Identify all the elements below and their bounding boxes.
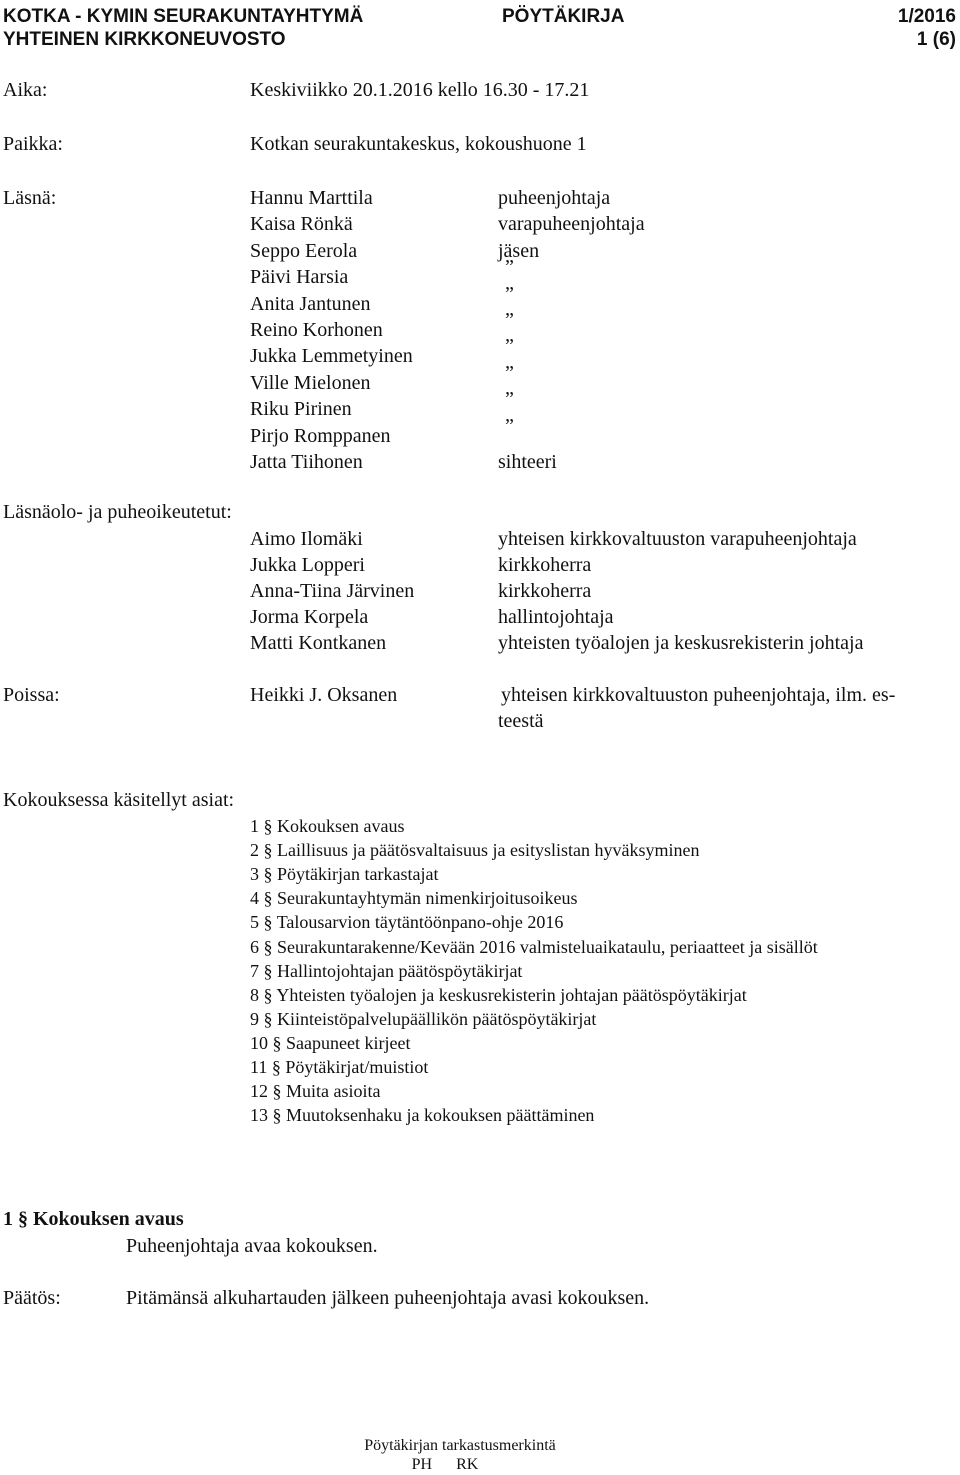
- agenda-item: [0, 983, 960, 1007]
- entitled-member-row: [0, 552, 960, 578]
- member-name: Jukka Lemmetyinen: [250, 345, 413, 368]
- place-value: Kotkan seurakuntakeskus, kokoushuone 1: [250, 133, 587, 155]
- present-member-row: [0, 449, 960, 475]
- agenda-item-number: 9: [250, 1008, 259, 1029]
- agenda-item-text: Laillisuus ja päätösvaltaisuus ja esityslistan hyväksyminen: [277, 840, 700, 861]
- entitled-member-row: [0, 578, 960, 604]
- agenda-item-number: 12: [250, 1081, 268, 1102]
- section-body: Puheenjohtaja avaa kokouksen.: [126, 1235, 378, 1257]
- doc-type: PÖYTÄKIRJA: [502, 6, 625, 27]
- agenda-item-text: Hallintojohtajan päätöspöytäkirjat: [277, 960, 523, 981]
- member-name: Pirjo Romppanen: [250, 424, 391, 447]
- section-sign-icon: §: [268, 1081, 286, 1102]
- org-name: KOTKA - KYMIN SEURAKUNTAYHTYMÄ: [3, 6, 364, 27]
- member-role: varapuheenjohtaja: [498, 213, 645, 236]
- agenda-label: Kokouksessa käsitellyt asiat:: [3, 789, 235, 811]
- agenda-item-line: [250, 1103, 594, 1127]
- section-sign-icon: §: [259, 960, 277, 981]
- member-role: kirkkoherra: [498, 554, 592, 576]
- present-member-row: [0, 282, 960, 317]
- agenda-item: [0, 814, 960, 838]
- doc-number: 1/2016: [897, 6, 956, 27]
- member-role: ”: [505, 361, 514, 384]
- agenda-item-number: 10: [250, 1032, 268, 1053]
- member-role: kirkkoherra: [498, 580, 592, 602]
- member-role: ”: [505, 256, 514, 279]
- member-role: jäsen: [498, 239, 540, 262]
- agenda-item-text: Kiinteistöpalvelupäällikön päätöspöytäkirjat: [277, 1008, 597, 1029]
- agenda-item-line: [250, 910, 563, 934]
- member-name: Reino Korhonen: [250, 319, 383, 341]
- section-sign-icon: §: [259, 864, 277, 885]
- absent-label: Poissa:: [3, 684, 60, 706]
- section-sign-icon: §: [259, 984, 277, 1005]
- agenda-item: [0, 959, 960, 983]
- present-member-row: [0, 414, 960, 449]
- member-name: Matti Kontkanen: [250, 632, 387, 654]
- section-sign-icon: §: [259, 816, 277, 836]
- agenda-item: [0, 1103, 960, 1127]
- member-name: Kaisa Rönkä: [250, 213, 353, 236]
- present-member-row: [0, 309, 960, 343]
- member-name: Jukka Lopperi: [250, 554, 365, 576]
- agenda-item-line: [250, 886, 577, 910]
- member-name: Jatta Tiihonen: [250, 451, 363, 473]
- member-name: Seppo Eerola: [250, 239, 358, 262]
- member-name: Ville Mielonen: [250, 371, 371, 394]
- agenda-item-number: 11: [250, 1057, 268, 1077]
- member-role: hallintojohtaja: [498, 606, 614, 628]
- section-sign-icon: §: [259, 888, 277, 909]
- agenda-item: [0, 862, 960, 886]
- agenda-item-text: Talousarvion täytäntöönpano-ohje 2016: [276, 912, 564, 933]
- present-member-row: [0, 361, 960, 396]
- entitled-member-row: [0, 526, 960, 552]
- decision-text: Pitämänsä alkuhartauden jälkeen puheenjohtaja avasi kokouksen.: [126, 1287, 650, 1309]
- agenda-item-line: [250, 862, 438, 886]
- footer-initials: PH RK: [411, 1456, 479, 1473]
- agenda-item-text: Pöytäkirjat/muistiot: [285, 1057, 429, 1077]
- agenda-item-number: 5: [250, 912, 259, 933]
- agenda-item-line: [250, 838, 699, 862]
- member-role: ”: [505, 335, 514, 358]
- agenda-item: [0, 1055, 960, 1079]
- present-member-row: [0, 256, 960, 290]
- agenda-item-number: 13: [250, 1105, 268, 1126]
- section-sign-icon: §: [259, 912, 277, 933]
- member-name: Anna-Tiina Järvinen: [250, 580, 415, 602]
- board-name: YHTEINEN KIRKKONEUVOSTO: [3, 29, 286, 50]
- agenda-item-text: Seurakuntayhtymän nimenkirjoitusoikeus: [277, 888, 578, 909]
- absent-name: Heikki J. Oksanen: [250, 684, 398, 706]
- section-heading: 1 § Kokouksen avaus: [3, 1208, 184, 1230]
- agenda-item-line: [250, 1007, 596, 1031]
- decision-label: Päätös:: [3, 1287, 61, 1309]
- agenda-item-text: Kokouksen avaus: [277, 816, 405, 836]
- present-member-row: [0, 211, 960, 237]
- entitled-member-row: [0, 630, 960, 656]
- entitled-member-row: [0, 604, 960, 630]
- present-member-row: [0, 388, 960, 422]
- member-name: Anita Jantunen: [250, 292, 371, 315]
- agenda-item-text: Saapuneet kirjeet: [286, 1032, 411, 1053]
- footer-label: Pöytäkirjan tarkastusmerkintä: [364, 1437, 556, 1454]
- agenda-item-text: Pöytäkirjan tarkastajat: [277, 864, 439, 885]
- member-name: Jorma Korpela: [250, 606, 369, 628]
- agenda-item: [0, 935, 960, 959]
- present-label: Läsnä:: [3, 187, 57, 209]
- agenda-item: [0, 1079, 960, 1103]
- member-role: sihteeri: [498, 451, 557, 473]
- place-label: Paikka:: [3, 133, 63, 155]
- agenda-item-number: 3: [250, 864, 259, 885]
- agenda-item-text: Yhteisten työalojen ja keskusrekisterin johtajan päätöspöytäkirjat: [276, 984, 747, 1005]
- absent-role-continued: teestä: [498, 710, 544, 732]
- member-role: puheenjohtaja: [498, 187, 611, 209]
- section-sign-icon: §: [268, 1105, 286, 1126]
- agenda-item-line: [250, 983, 747, 1007]
- member-name: Riku Pirinen: [250, 398, 352, 421]
- agenda-item-text: Muutoksenhaku ja kokouksen päättäminen: [286, 1105, 595, 1126]
- member-name: Aimo Ilomäki: [250, 528, 363, 550]
- member-name: Päivi Harsia: [250, 266, 349, 289]
- entitled-label: Läsnäolo- ja puheoikeutetut:: [3, 501, 232, 523]
- present-member-row: [0, 185, 960, 211]
- member-name: Hannu Marttila: [250, 187, 373, 209]
- agenda-item: [0, 886, 960, 910]
- section-sign-icon: §: [259, 1008, 277, 1029]
- agenda-item-number: 6: [250, 936, 259, 957]
- agenda-item: [0, 838, 960, 862]
- agenda-item-text: Muita asioita: [286, 1081, 381, 1102]
- agenda-item-number: 8: [250, 984, 259, 1005]
- member-role: ”: [505, 309, 514, 331]
- present-member-row: [0, 335, 960, 369]
- agenda-item-line: [250, 1079, 380, 1103]
- page-number: 1 (6): [916, 29, 956, 50]
- agenda-item-number: 7: [250, 960, 259, 981]
- agenda-item-line: [250, 935, 818, 959]
- present-member-row: [0, 238, 960, 264]
- member-role: ”: [505, 282, 514, 305]
- section-sign-icon: §: [259, 936, 277, 957]
- section-sign-icon: §: [268, 1032, 286, 1053]
- absent-role: yhteisen kirkkovaltuuston puheenjohtaja, ilm. es-: [501, 684, 896, 706]
- agenda-item-text: Seurakuntarakenne/Kevään 2016 valmisteluaikataulu, periaatteet ja sisällöt: [277, 936, 818, 957]
- agenda-item-line: [250, 814, 404, 838]
- section-sign-icon: §: [259, 840, 277, 861]
- agenda-item-number: 1: [250, 816, 259, 836]
- agenda-item-number: 2: [250, 840, 259, 861]
- agenda-item: [0, 1031, 960, 1055]
- section-sign-icon: §: [267, 1057, 286, 1077]
- member-role: ”: [505, 388, 514, 411]
- agenda-item-number: 4: [250, 888, 259, 909]
- agenda-item: [0, 910, 960, 934]
- member-role: yhteisten työalojen ja keskusrekisterin johtaja: [498, 632, 864, 654]
- time-value: Keskiviikko 20.1.2016 kello 16.30 - 17.21: [250, 79, 590, 101]
- agenda-item: [0, 1007, 960, 1031]
- member-role: yhteisen kirkkovaltuuston varapuheenjohtaja: [498, 528, 857, 550]
- time-label: Aika:: [3, 79, 48, 101]
- agenda-item-line: [250, 1055, 428, 1079]
- member-role: ”: [505, 414, 514, 437]
- agenda-item-line: [250, 959, 522, 983]
- agenda-item-line: [250, 1031, 410, 1055]
